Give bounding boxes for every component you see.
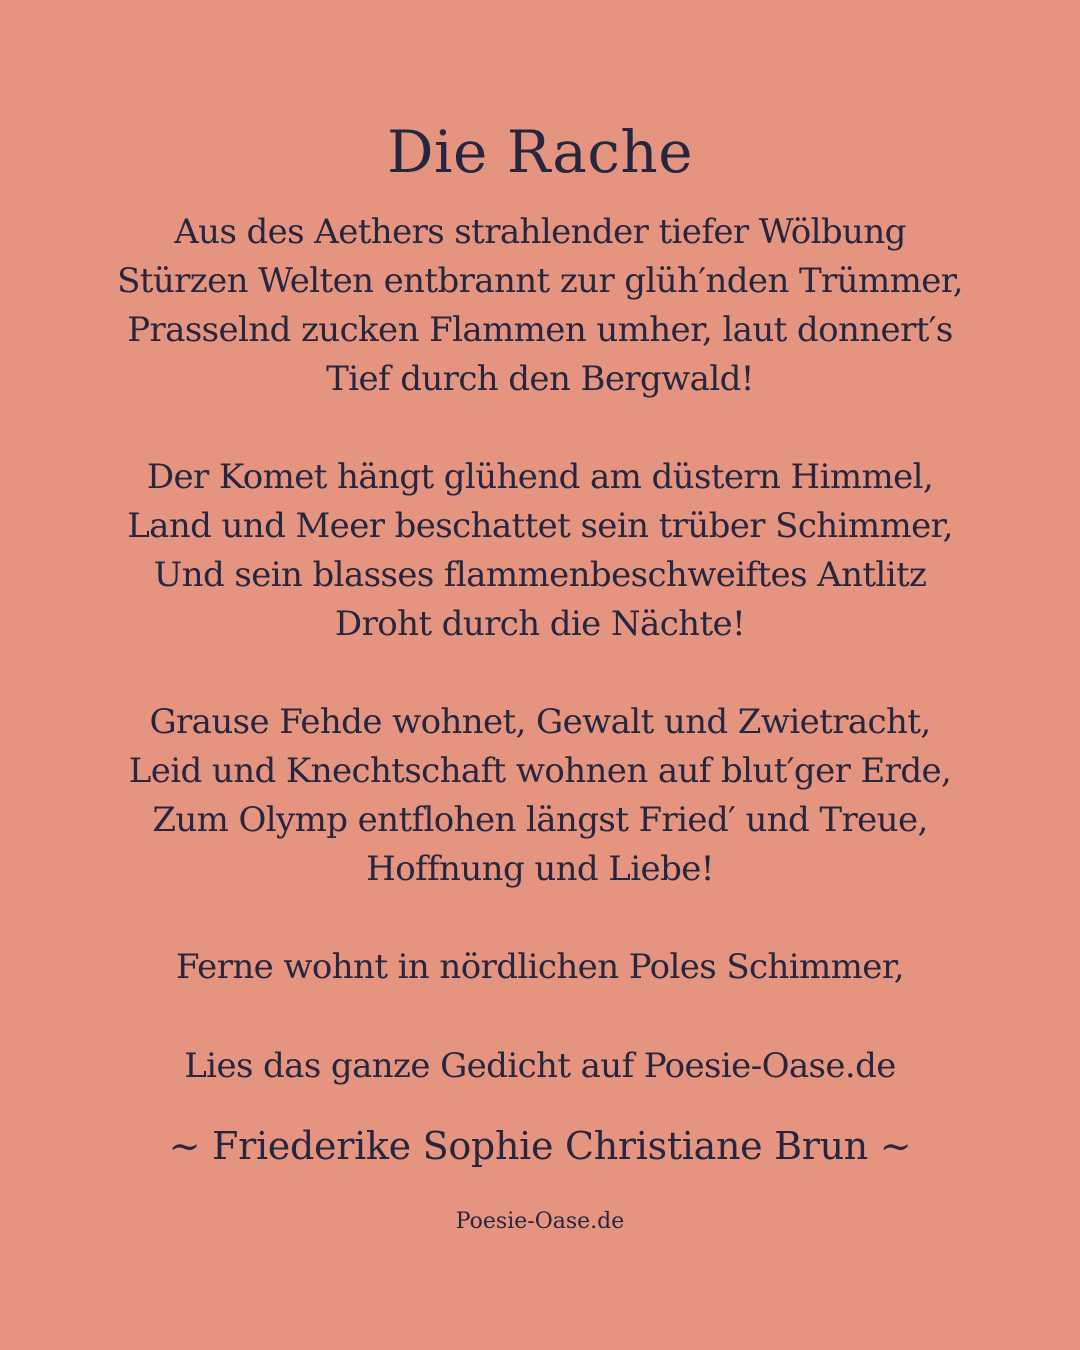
poem-line: Ferne wohnt in nördlichen Poles Schimmer, — [176, 947, 904, 987]
poem-line: Grause Fehde wohnet, Gewalt und Zwietracht, — [149, 702, 931, 742]
stanza-4 — [0, 943, 1080, 992]
poem-line: Land und Meer beschattet sein trüber Schimmer, — [127, 506, 953, 546]
poem-line: Stürzen Welten entbrannt zur glüh′nden Trümmer, — [117, 261, 963, 301]
poem-line: Zum Olymp entflohen längst Fried′ und Treue, — [152, 800, 928, 840]
poem-line: Aus des Aethers strahlender tiefer Wölbung — [174, 212, 906, 252]
poem-line: Der Komet hängt glühend am düstern Himmel, — [146, 457, 934, 497]
poem-line: Und sein blasses flammenbeschweiftes Antlitz — [153, 555, 927, 595]
read-full-poem-text: Lies das ganze Gedicht auf Poesie-Oase.de — [184, 1046, 896, 1086]
poem-line: Prasselnd zucken Flammen umher, laut donnert′s — [127, 310, 953, 350]
poem-line: Leid und Knechtschaft wohnen auf blut′ger Erde, — [128, 751, 952, 791]
stanza-2 — [0, 453, 1080, 649]
stanza-3 — [0, 698, 1080, 894]
poem-line: Droht durch die Nächte! — [334, 604, 746, 644]
poem-line: Hoffnung und Liebe! — [366, 849, 714, 889]
author-name: ~ Friederike Sophie Christiane Brun ~ — [168, 1124, 912, 1168]
stanza-1 — [0, 208, 1080, 404]
site-watermark: Poesie-Oase.de — [455, 1209, 625, 1234]
poem-body — [0, 208, 1080, 1041]
poem-line: Tief durch den Bergwald! — [326, 359, 754, 399]
poem-title: Die Rache — [386, 118, 694, 186]
